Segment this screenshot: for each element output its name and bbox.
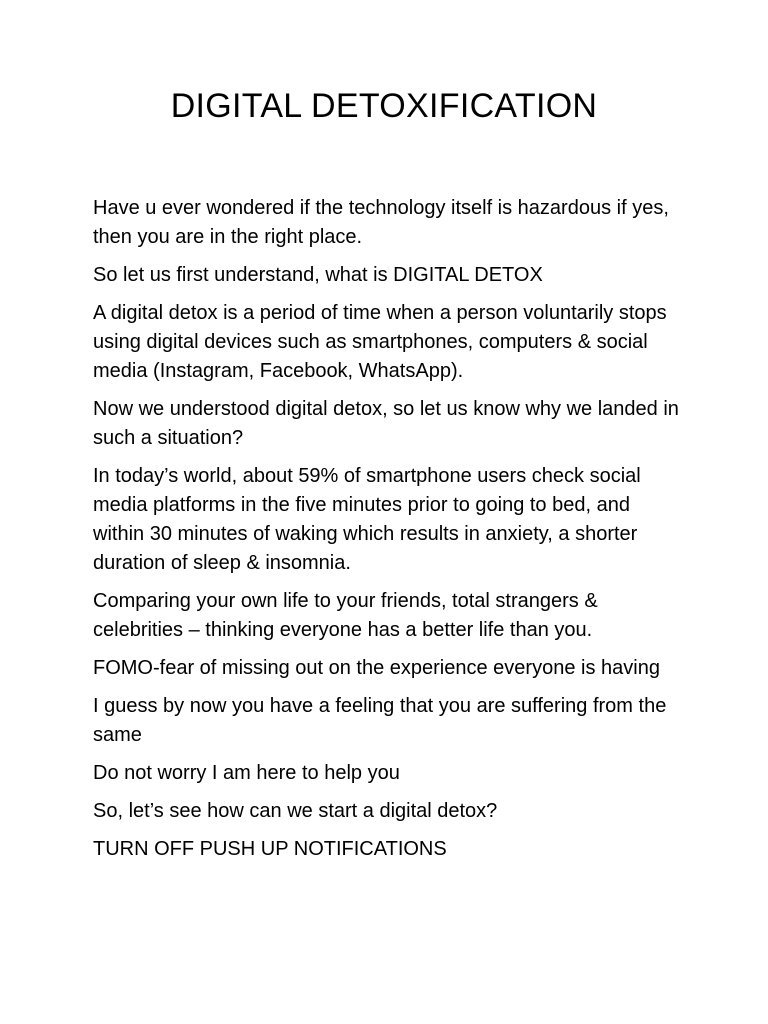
paragraph-suffering: I guess by now you have a feeling that you are suffering from the same — [93, 695, 667, 746]
paragraph-help: Do not worry I am here to help you — [93, 762, 400, 784]
paragraph-why: Now we understood digital detox, so let us know why we landed in such a situation? — [93, 398, 679, 449]
paragraph-fomo: FOMO-fear of missing out on the experience everyone is having — [93, 657, 660, 679]
paragraph-statistics: In today’s world, about 59% of smartphone users check social media platforms in the five minutes prior to going to bed, and within 30 minutes of waking which results in anxiety, a shorter duration of sleep & insomnia. — [93, 465, 641, 574]
paragraph-definition: A digital detox is a period of time when a person voluntarily stops using digital devices such as smartphones, computers & social media (Instagram, Facebook, WhatsApp). — [93, 302, 667, 382]
paragraph-start: So, let’s see how can we start a digital detox? — [93, 800, 498, 822]
paragraph-intro: Have u ever wondered if the technology itself is hazardous if yes, then you are in the right place. — [93, 197, 669, 248]
document-body — [93, 194, 683, 873]
document-title: DIGITAL DETOXIFICATION — [170, 87, 598, 125]
paragraph-notifications: TURN OFF PUSH UP NOTIFICATIONS — [93, 838, 447, 860]
paragraph-comparing: Comparing your own life to your friends, total strangers & celebrities – thinking everyone has a better life than you. — [93, 590, 598, 641]
paragraph-understand: So let us first understand, what is DIGITAL DETOX — [93, 264, 543, 286]
